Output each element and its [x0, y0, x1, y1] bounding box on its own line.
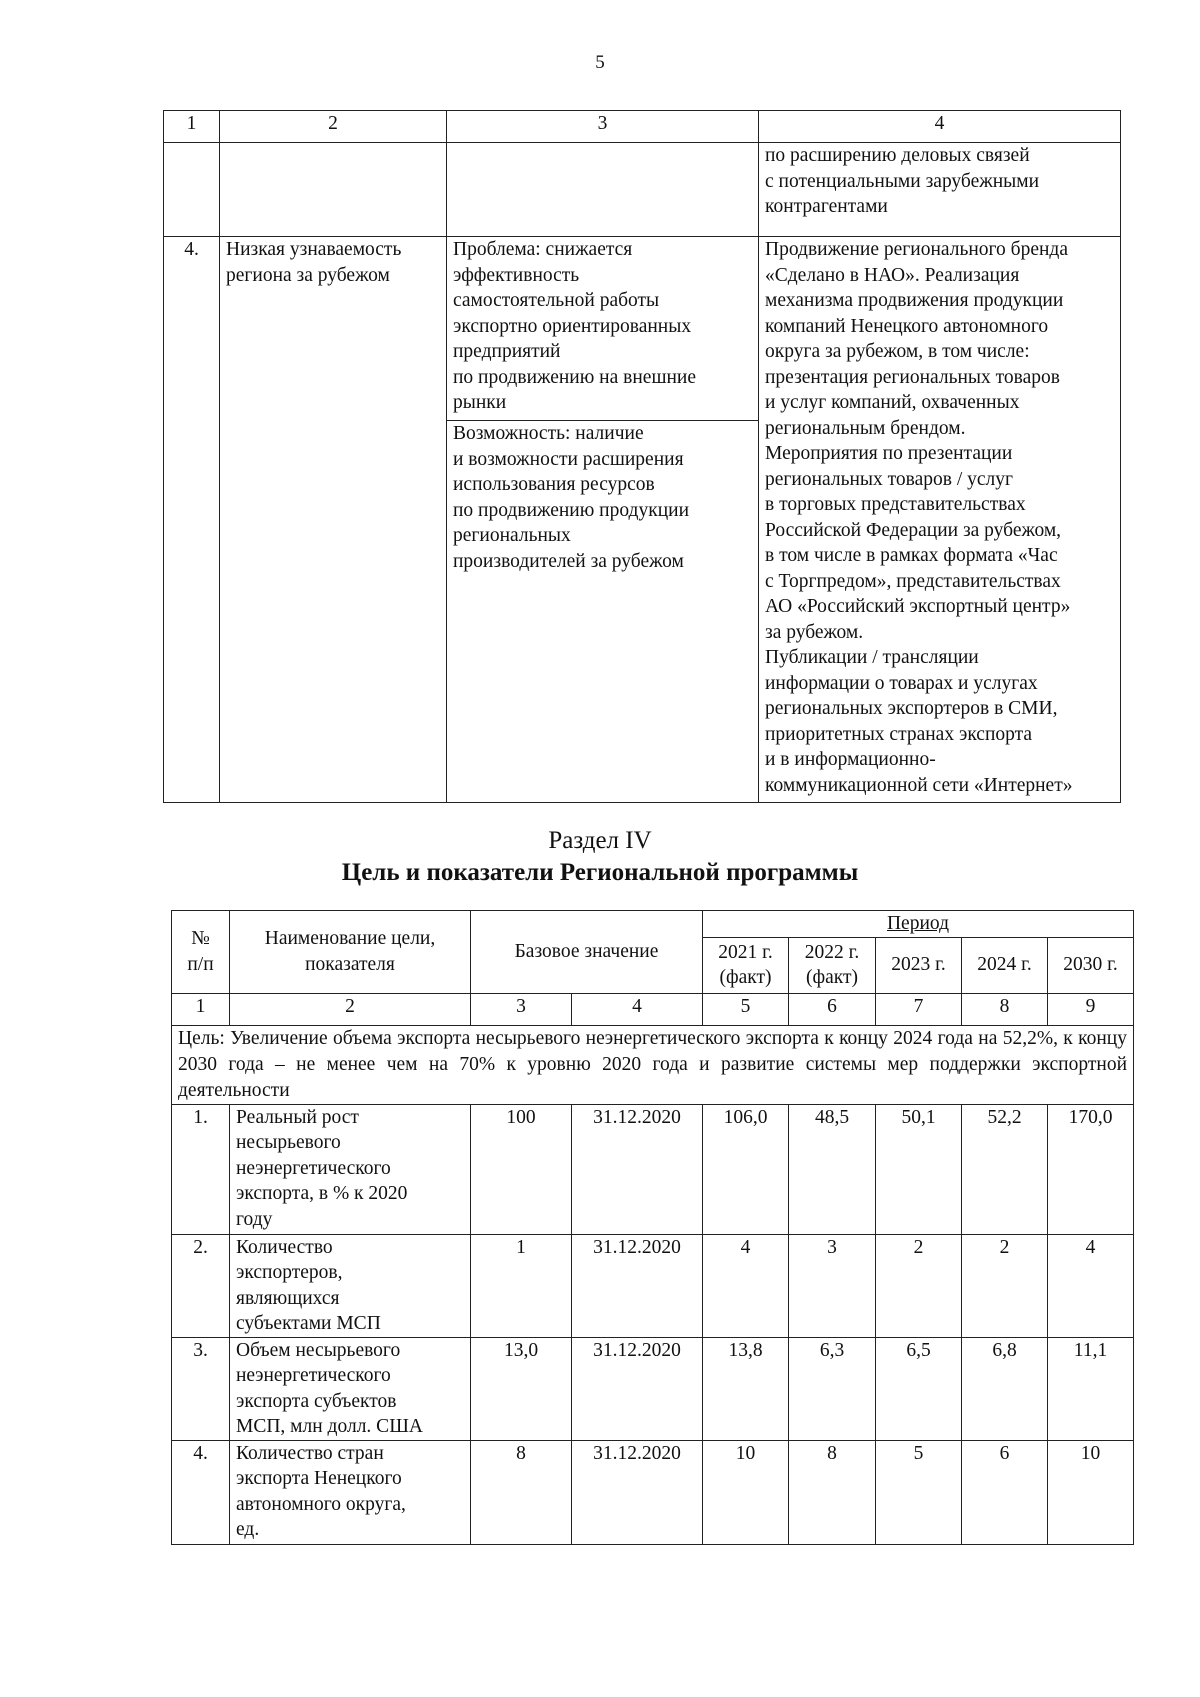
value-2030: 170,0 — [1048, 1104, 1134, 1234]
page-number: 5 — [595, 52, 605, 73]
row-number: 4. — [164, 237, 220, 803]
row-number: 1. — [172, 1104, 230, 1234]
base-date: 31.12.2020 — [572, 1104, 703, 1234]
section-number: Раздел IV — [548, 827, 652, 854]
value-2030: 11,1 — [1048, 1337, 1134, 1440]
value-2022: 8 — [789, 1440, 876, 1544]
col-number: 3 — [471, 993, 572, 1025]
col-number: 9 — [1048, 993, 1134, 1025]
col-number: 5 — [703, 993, 789, 1025]
value-2022: 48,5 — [789, 1104, 876, 1234]
indicator-name: Реальный рост несырьевого неэнергетического экспорта, в % к 2020 году — [230, 1104, 471, 1234]
value-2030: 10 — [1048, 1440, 1134, 1544]
value-2022: 3 — [789, 1234, 876, 1337]
continuation-text: по расширению деловых связей с потенциальными зарубежными контрагентами — [759, 143, 1121, 237]
col-number: 3 — [447, 111, 759, 143]
opportunity-cell: Возможность: наличие и возможности расширения использования ресурсов по продвижению продукции региональных производителей за рубежом — [447, 421, 759, 803]
row-number: 4. — [172, 1440, 230, 1544]
indicators-table — [171, 910, 1134, 1545]
table-row — [172, 1440, 1134, 1544]
table-row — [164, 237, 1121, 421]
indicator-name: Объем несырьевого неэнергетического экспорта субъектов МСП, млн долл. США — [230, 1337, 471, 1440]
col-number: 6 — [789, 993, 876, 1025]
indicator-name: Количество экспортеров, являющихся субъектами МСП — [230, 1234, 471, 1337]
col-number: 1 — [164, 111, 220, 143]
base-value: 1 — [471, 1234, 572, 1337]
goal-row — [172, 1025, 1134, 1104]
period-header: Период — [703, 911, 1134, 938]
year-header: 2021 г. (факт) — [703, 937, 789, 993]
col-number: 2 — [220, 111, 447, 143]
base-value: 100 — [471, 1104, 572, 1234]
base-value: 13,0 — [471, 1337, 572, 1440]
measures-cell: Продвижение регионального бренда «Сделано в НАО». Реализация механизма продвижения продукции компаний Ненецкого автономного округа за рубежом, в том числе: презентация региональных товаров и услуг компаний, охваченных региональным брендом. Мероприятия по презентации региональных товаров / услуг в торговых представительствах Российской Федерации за рубежом, в том числе в рамках формата «Час с Торгпредом», представительствах АО «Российский экспортный центр» за рубежом. Публикации / трансляции информации о товарах и услугах региональных экспортеров в СМИ, приоритетных странах экспорта и в информационно- коммуникационной сети «Интернет» — [759, 237, 1121, 803]
indicator-name: Количество стран экспорта Ненецкого автономного округа, ед. — [230, 1440, 471, 1544]
table-row — [172, 1234, 1134, 1337]
col-number: 2 — [230, 993, 471, 1025]
col-number: 8 — [962, 993, 1048, 1025]
value-2021: 106,0 — [703, 1104, 789, 1234]
year-header: 2030 г. — [1048, 937, 1134, 993]
col-number: 4 — [572, 993, 703, 1025]
col-number: 1 — [172, 993, 230, 1025]
table-row — [172, 1337, 1134, 1440]
goal-text: Цель: Увеличение объема экспорта несырьевого неэнергетического экспорта к концу 2024 года на 52,2%, к концу 2030 года – не менее чем на 70% к уровню 2020 года и развитие системы мер поддержки экспортной деятельности — [172, 1025, 1134, 1104]
value-2030: 4 — [1048, 1234, 1134, 1337]
table-header-row — [164, 111, 1121, 143]
col-number: 4 — [759, 111, 1121, 143]
col-number: 7 — [876, 993, 962, 1025]
name-header: Наименование цели, показателя — [230, 911, 471, 994]
value-2024: 2 — [962, 1234, 1048, 1337]
value-2023: 2 — [876, 1234, 962, 1337]
base-date: 31.12.2020 — [572, 1440, 703, 1544]
value-2021: 13,8 — [703, 1337, 789, 1440]
base-date: 31.12.2020 — [572, 1337, 703, 1440]
issue-cell: Низкая узнаваемость региона за рубежом — [220, 237, 447, 803]
year-header: 2022 г. (факт) — [789, 937, 876, 993]
row-number: 2. — [172, 1234, 230, 1337]
value-2023: 50,1 — [876, 1104, 962, 1234]
value-2021: 10 — [703, 1440, 789, 1544]
year-header: 2024 г. — [962, 937, 1048, 993]
value-2024: 6,8 — [962, 1337, 1048, 1440]
base-value-header: Базовое значение — [471, 911, 703, 994]
measures-table — [163, 110, 1121, 803]
value-2021: 4 — [703, 1234, 789, 1337]
num-header: № п/п — [172, 911, 230, 994]
base-date: 31.12.2020 — [572, 1234, 703, 1337]
column-numbers-row — [172, 993, 1134, 1025]
value-2023: 6,5 — [876, 1337, 962, 1440]
value-2022: 6,3 — [789, 1337, 876, 1440]
problem-cell: Проблема: снижается эффективность самостоятельной работы экспортно ориентированных предприятий по продвижению на внешние рынки — [447, 237, 759, 421]
base-value: 8 — [471, 1440, 572, 1544]
value-2024: 6 — [962, 1440, 1048, 1544]
value-2024: 52,2 — [962, 1104, 1048, 1234]
value-2023: 5 — [876, 1440, 962, 1544]
table-header-row — [172, 911, 1134, 938]
table-row — [164, 143, 1121, 237]
table-row — [172, 1104, 1134, 1234]
section-title: Цель и показатели Региональной программы — [341, 859, 859, 886]
row-number: 3. — [172, 1337, 230, 1440]
year-header: 2023 г. — [876, 937, 962, 993]
